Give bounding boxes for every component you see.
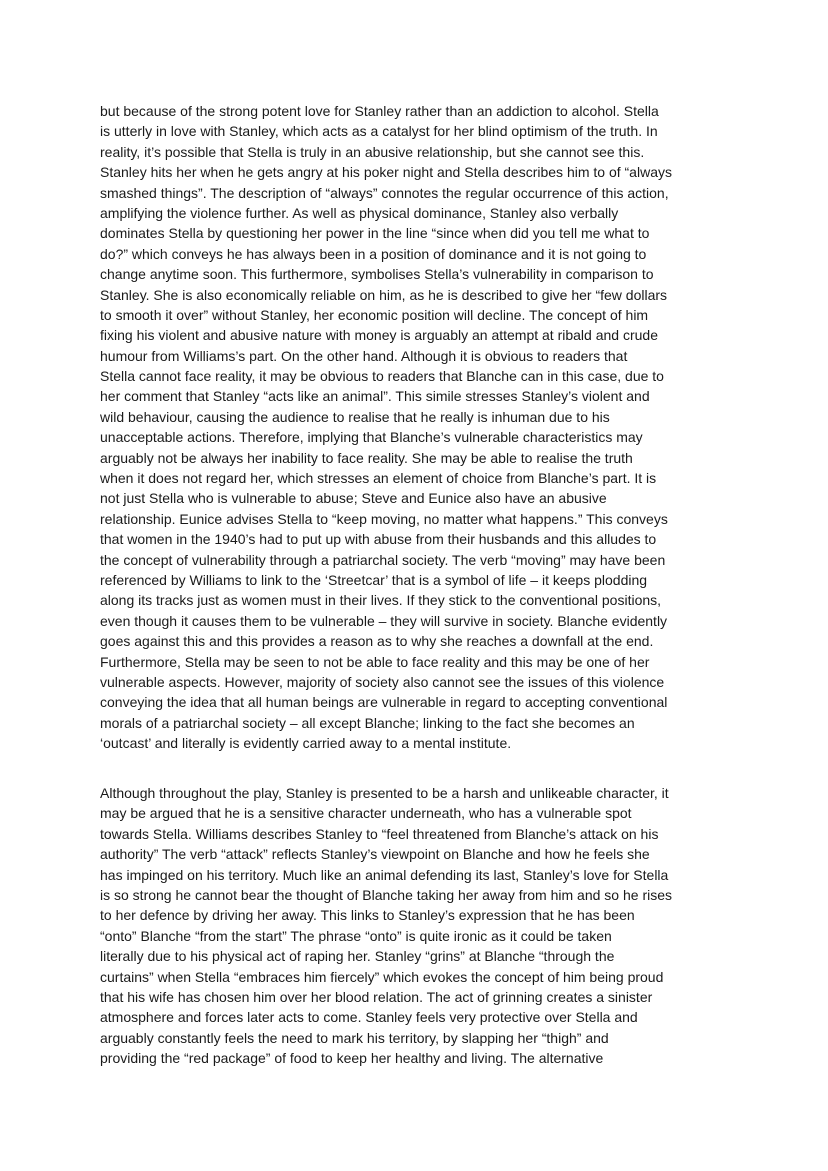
text-line: Stanley. She is also economically reliable on him, as he is described to give her “few dollars [100,286,668,303]
text-line: ‘outcast’ and literally is evidently carried away to a mental institute. [100,735,512,752]
text-line: arguably not be always her inability to face reality. She may be able to realise the truth [100,449,633,466]
text-line: may be argued that he is a sensitive character underneath, who has a vulnerable spot [100,805,632,822]
text-line: reality, it’s possible that Stella is truly in an abusive relationship, but she cannot see this. [100,143,645,160]
text-line: Stanley hits her when he gets angry at his poker night and Stella describes him to of “always [100,164,672,181]
paragraph-1 [100,101,740,754]
text-line: has impinged on his territory. Much like an animal defending its last, Stanley’s love for Stella [100,866,669,883]
text-line: to smooth it over” without Stanley, her economic position will decline. The concept of him [100,306,649,323]
text-line: to her defence by driving her away. This links to Stanley’s expression that he has been [100,907,635,924]
text-line: smashed things”. The description of “always” connotes the regular occurrence of this action, [100,184,669,201]
text-line: that women in the 1940’s had to put up with abuse from their husbands and this alludes to [100,531,657,548]
text-line: the concept of vulnerability through a patriarchal society. The verb “moving” may have been [100,551,666,568]
text-line: vulnerable aspects. However, majority of society also cannot see the issues of this violence [100,673,665,690]
text-line: “onto” Blanche “from the start” The phrase “onto” is quite ironic as it could be taken [100,927,612,944]
text-line: wild behaviour, causing the audience to realise that he really is inhuman due to his [100,408,610,425]
text-line: but because of the strong potent love for Stanley rather than an addiction to alcohol. Stella [100,103,659,119]
text-line: Stella cannot face reality, it may be obvious to readers that Blanche can in this case, due to [100,368,664,385]
text-line: even though it causes them to be vulnerable – they will survive in society. Blanche evidently [100,612,668,629]
text-line: authority” The verb “attack” reflects Stanley’s viewpoint on Blanche and how he feels she [100,846,650,863]
text-line: conveying the idea that all human beings are vulnerable in regard to accepting conventional [100,694,668,711]
text-line: is so strong he cannot bear the thought of Blanche taking her away from him and so he rises [100,886,672,903]
text-line: that his wife has chosen him over her blood relation. The act of grinning creates a sinister [100,988,653,1005]
text-line: literally due to his physical act of raping her. Stanley “grins” at Blanche “through the [100,948,615,965]
text-line: curtains” when Stella “embraces him fiercely” which evokes the concept of him being proud [100,968,664,985]
text-line: dominates Stella by questioning her power in the line “since when did you tell me what to [100,225,650,242]
text-line: not just Stella who is vulnerable to abuse; Steve and Eunice also have an abusive [100,490,607,507]
text-line: Although throughout the play, Stanley is presented to be a harsh and unlikeable character, it [100,785,669,801]
text-line: morals of a patriarchal society – all except Blanche; linking to the fact she becomes an [100,714,635,731]
text-line: atmosphere and forces later acts to come. Stanley feels very protective over Stella and [100,1009,638,1026]
paragraph-2 [100,783,740,1068]
text-line: change anytime soon. This furthermore, symbolises Stella’s vulnerability in comparison to [100,266,654,283]
text-line: when it does not regard her, which stresses an element of choice from Blanche’s part. It is [100,470,657,487]
text-line: humour from Williams’s part. On the other hand. Although it is obvious to readers that [100,347,628,364]
text-line: relationship. Eunice advises Stella to “keep moving, no matter what happens.” This conveys [100,510,668,527]
text-line: do?” which conveys he has always been in a position of dominance and it is not going to [100,245,647,262]
text-line: amplifying the violence further. As well as physical dominance, Stanley also verbally [100,204,619,221]
text-line: referenced by Williams to link to the ‘Streetcar’ that is a symbol of life – it keeps plodding [100,571,648,588]
text-line: goes against this and this provides a reason as to why she reaches a downfall at the end. [100,633,654,650]
text-line: unacceptable actions. Therefore, implying that Blanche’s vulnerable characteristics may [100,429,643,446]
text-line: is utterly in love with Stanley, which acts as a catalyst for her blind optimism of the truth. In [100,123,658,140]
text-line: arguably constantly feels the need to mark his territory, by slapping her “thigh” and [100,1029,609,1046]
text-line: towards Stella. Williams describes Stanley to “feel threatened from Blanche’s attack on his [100,825,659,842]
text-line: providing the “red package” of food to keep her healthy and living. The alternative [100,1050,604,1067]
text-line: fixing his violent and abusive nature with money is arguably an attempt at ribald and crude [100,327,658,344]
text-line: her comment that Stanley “acts like an animal”. This simile stresses Stanley’s violent and [100,388,650,405]
text-line: Furthermore, Stella may be seen to not be able to face reality and this may be one of her [100,653,650,670]
text-line: along its tracks just as women must in their lives. If they stick to the conventional positions, [100,592,662,609]
